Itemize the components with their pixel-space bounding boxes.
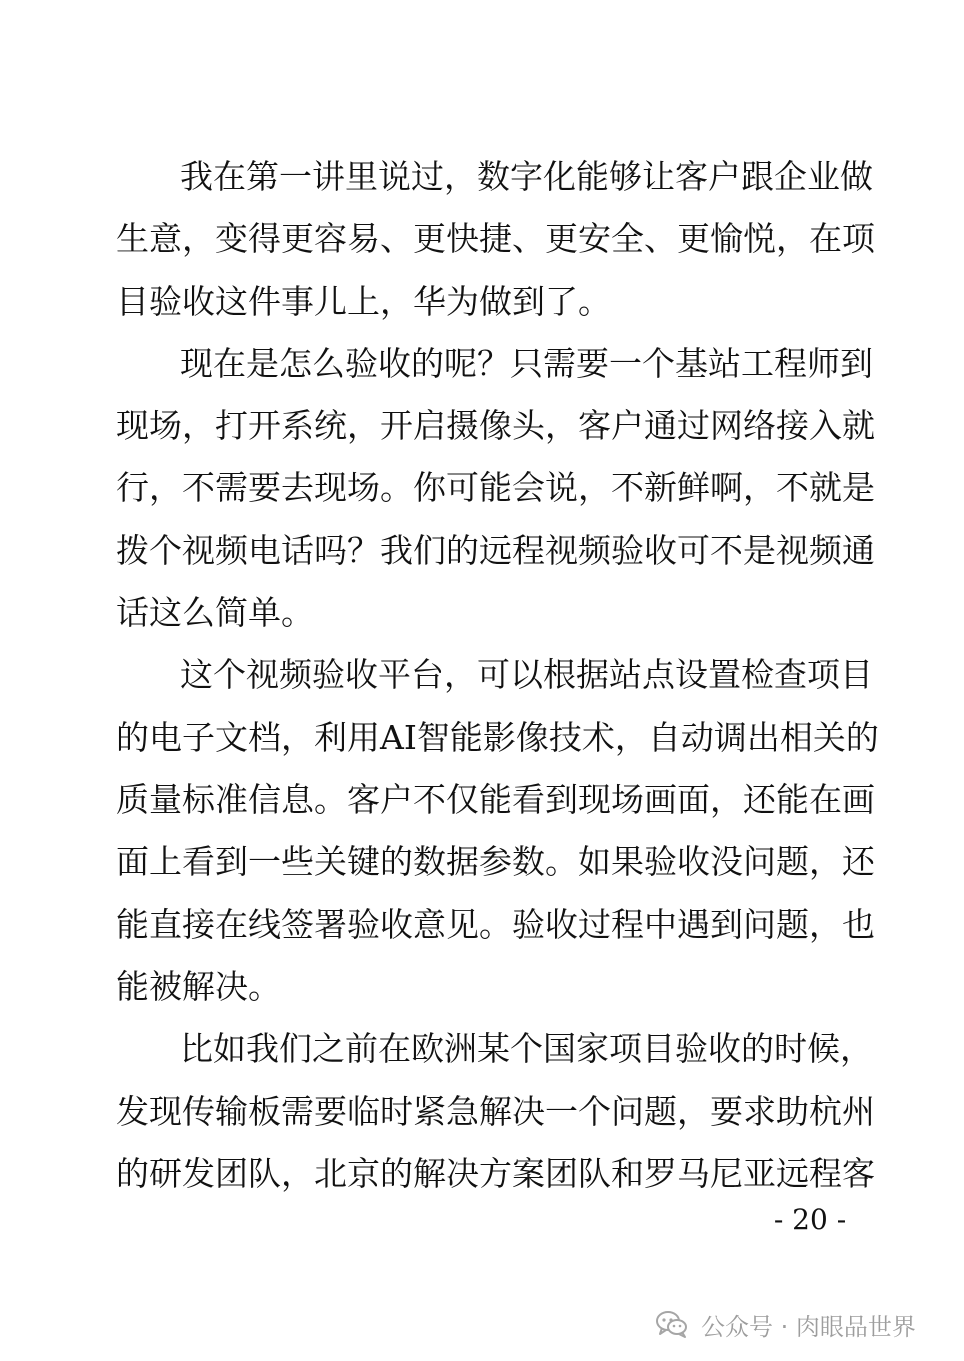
paragraph-2-line-3: 行，不需要去现场。你可能会说，不新鲜啊，不就是 [116,468,875,507]
paragraph-4-line-2: 发现传输板需要临时紧急解决一个问题，要求助杭州 [116,1092,875,1131]
paragraph-2-line-5: 话这么简单。 [116,593,314,632]
paragraph-3-line-4: 面上看到一些关键的数据参数。如果验收没问题，还 [116,842,875,881]
paragraph-3-line-6: 能被解决。 [116,967,281,1006]
paragraph-2-line-2: 现场，打开系统，开启摄像头，客户通过网络接入就 [116,406,875,445]
paragraph-3-line-1: 这个视频验收平台，可以根据站点设置检查项目 [180,655,873,694]
footer-text: 公众号 · 肉眼品世界 [701,1312,916,1341]
wechat-icon [655,1309,689,1339]
paragraph-4-line-1: 比如我们之前在欧洲某个国家项目验收的时候， [180,1029,873,1068]
paragraph-1-line-3: 目验收这件事儿上，华为做到了。 [116,282,611,321]
page-number: - 20 - [773,1203,847,1236]
paragraph-3-line-5: 能直接在线签署验收意见。验收过程中遇到问题，也 [116,905,875,944]
paragraph-1-line-1: 我在第一讲里说过，数字化能够让客户跟企业做 [180,157,873,196]
paragraph-1-line-2: 生意，变得更容易、更快捷、更安全、更愉悦，在项 [116,219,875,258]
paragraph-2-line-1: 现在是怎么验收的呢？只需要一个基站工程师到 [180,344,873,383]
paragraph-3-line-2: 的电子文档，利用AI智能影像技术，自动调出相关的 [116,718,879,757]
paragraph-3-line-3: 质量标准信息。客户不仅能看到现场画面，还能在画 [116,780,875,819]
paragraph-4-line-3: 的研发团队，北京的解决方案团队和罗马尼亚远程客 [116,1154,875,1193]
paragraph-2-line-4: 拨个视频电话吗？我们的远程视频验收可不是视频通 [116,531,875,570]
wechat-footer [655,1300,945,1348]
